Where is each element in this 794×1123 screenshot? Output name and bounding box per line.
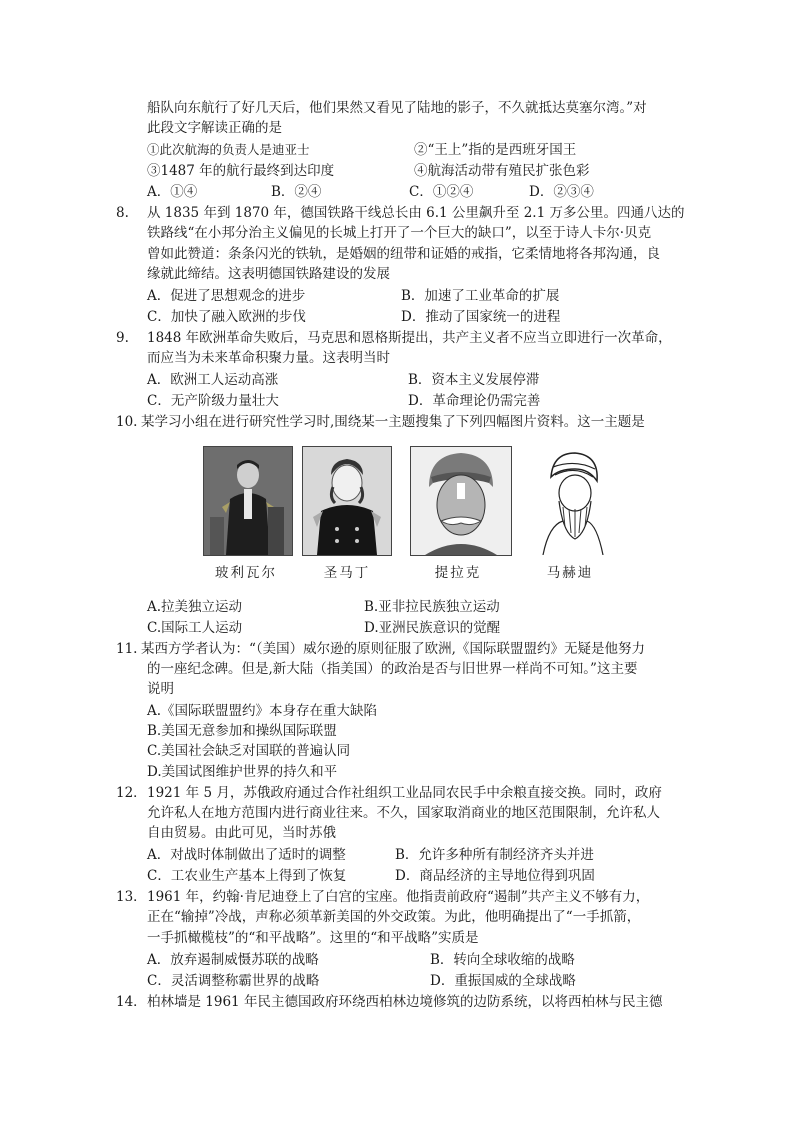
q12-option-d: D．商品经济的主导地位得到巩固 (395, 868, 595, 884)
q11-line-1: 某西方学者认为：“（美国）威尔逊的原则征服了欧洲,《国际联盟盟约》无疑是他努力 (141, 641, 645, 657)
q7-option-c: C．①②④ (409, 184, 474, 200)
q13-option-d: D．重振国威的全球战略 (430, 973, 576, 989)
q8-line-4: 缘就此缔结。这表明德国铁路建设的发展 (147, 266, 390, 282)
q11-option-d: D.美国试图维护世界的持久和平 (147, 764, 338, 780)
q12-line-2: 允许私人在地方范围内进行商业往来。不久，国家取消商业的地区范围限制，允许私人 (147, 805, 660, 821)
q10-number: 10. (116, 414, 138, 430)
q7-option-a: A．①④ (147, 184, 198, 200)
q8-line-2: 铁路线“在小邦分治主义偏见的长城上打开了一个巨大的缺口”，以至于诗人卡尔·贝克 (147, 225, 652, 241)
q7-line-2: 此段文字解读正确的是 (147, 120, 282, 136)
q7-item-1: ①此次航海的负责人是迪亚士 (147, 142, 310, 157)
caption-tilak: 提拉克 (434, 565, 482, 581)
q11-option-c: C.美国社会缺乏对国联的普遍认同 (147, 743, 351, 759)
q10-option-d: D.亚洲民族意识的觉醒 (364, 620, 501, 636)
q11-line-2: 的一座纪念碑。但是,新大陆（指美国）的政治是否与旧世界一样尚不可知。”这主要 (147, 661, 638, 677)
q13-number: 13． (116, 889, 147, 905)
q13-option-a: A．放弃遏制威慑苏联的战略 (147, 952, 319, 968)
q11-line-3: 说明 (147, 681, 174, 697)
q7-item-3: ③1487 年的航行最终到达印度 (147, 163, 335, 179)
q10-option-b: B.亚非拉民族独立运动 (364, 599, 500, 615)
q9-option-b: B．资本主义发展停滞 (408, 372, 540, 388)
q7-item-2: ②“王上”指的是西班牙国王 (414, 142, 577, 158)
q7-line-1: 船队向东航行了好几天后，他们果然又看见了陆地的影子，不久就抵达莫塞尔湾。”对 (147, 100, 647, 116)
q11-number: 11. (116, 641, 138, 657)
q13-line-1: 1961 年，约翰·肯尼迪登上了白宫的宝座。他指责前政府“遏制”共产主义不够有力， (147, 889, 650, 905)
q10-option-c: C.国际工人运动 (147, 620, 243, 636)
q7-option-b: B．②④ (271, 184, 322, 200)
portrait-bolivar (203, 446, 293, 556)
q12-option-c: C．工农业生产基本上得到了恢复 (147, 868, 347, 884)
q11-option-a: A.《国际联盟盟约》本身存在重大缺陷 (147, 703, 378, 719)
q12-number: 12． (116, 785, 147, 801)
q14-line-1: 柏林墙是 1961 年民主德国政府环绕西柏林边境修筑的边防系统，以将西柏林与民主德 (147, 994, 663, 1010)
q9-number: 9. (116, 330, 129, 346)
q8-line-3: 曾如此赞道：条条闪光的铁轨，是婚姻的纽带和证婚的戒指，它柔情地将各邦沟通，良 (147, 246, 660, 262)
portrait-mahdi (528, 446, 618, 556)
q11-option-b: B.美国无意参加和操纵国际联盟 (147, 723, 337, 739)
caption-bolivar: 玻利瓦尔 (215, 565, 277, 581)
caption-mahdi: 马赫迪 (546, 565, 594, 581)
q13-line-2: 正在“输掉”冷战，声称必须革新美国的外交政策。为此，他明确提出了“一手抓箭， (147, 909, 641, 925)
q10-line-1: 某学习小组在进行研究性学习时,围绕某一主题搜集了下列四幅图片资料。这一主题是 (141, 414, 645, 430)
q12-line-3: 自由贸易。由此可见，当时苏俄 (147, 825, 336, 841)
q8-option-a: A．促进了思想观念的进步 (147, 288, 306, 304)
q9-line-2: 而应当为未来革命积聚力量。这表明当时 (147, 350, 390, 366)
q9-option-c: C．无产阶级力量壮大 (147, 393, 279, 409)
q13-option-c: C．灵活调整称霸世界的战略 (147, 973, 320, 989)
q12-line-1: 1921 年 5 月，苏俄政府通过合作社组织工业品同农民手中余粮直接交换。同时，政府 (147, 785, 662, 801)
q7-option-d: D．②③④ (529, 184, 594, 200)
q12-option-b: B．允许多种所有制经济齐头并进 (395, 847, 594, 863)
q10-option-a: A.拉美独立运动 (147, 599, 243, 615)
q9-line-1: 1848 年欧洲革命失败后，马克思和恩格斯提出，共产主义者不应当立即进行一次革命， (147, 330, 672, 346)
caption-san-martin: 圣马丁 (323, 565, 371, 581)
q9-option-d: D．革命理论仍需完善 (408, 393, 541, 409)
q8-number: 8. (116, 205, 129, 221)
q8-option-b: B．加速了工业革命的扩展 (401, 288, 560, 304)
q8-option-d: D．推动了国家统一的进程 (401, 309, 561, 325)
q13-option-b: B．转向全球收缩的战略 (430, 952, 575, 968)
q8-option-c: C．加快了融入欧洲的步伐 (147, 309, 306, 325)
q8-line-1: 从 1835 年到 1870 年，德国铁路干线总长由 6.1 公里飙升至 2.1 万多公里。四通八达的 (147, 205, 685, 221)
portrait-tilak (410, 446, 512, 556)
q13-line-3: 一手抓橄榄枝”的“和平战略”。这里的“和平战略”实质是 (147, 930, 479, 946)
q9-option-a: A．欧洲工人运动高涨 (147, 372, 279, 388)
q12-option-a: A．对战时体制做出了适时的调整 (147, 847, 346, 863)
q14-number: 14． (116, 994, 147, 1010)
q7-item-4: ④航海活动带有殖民扩张色彩 (414, 163, 590, 179)
portrait-san-martin (302, 446, 392, 556)
